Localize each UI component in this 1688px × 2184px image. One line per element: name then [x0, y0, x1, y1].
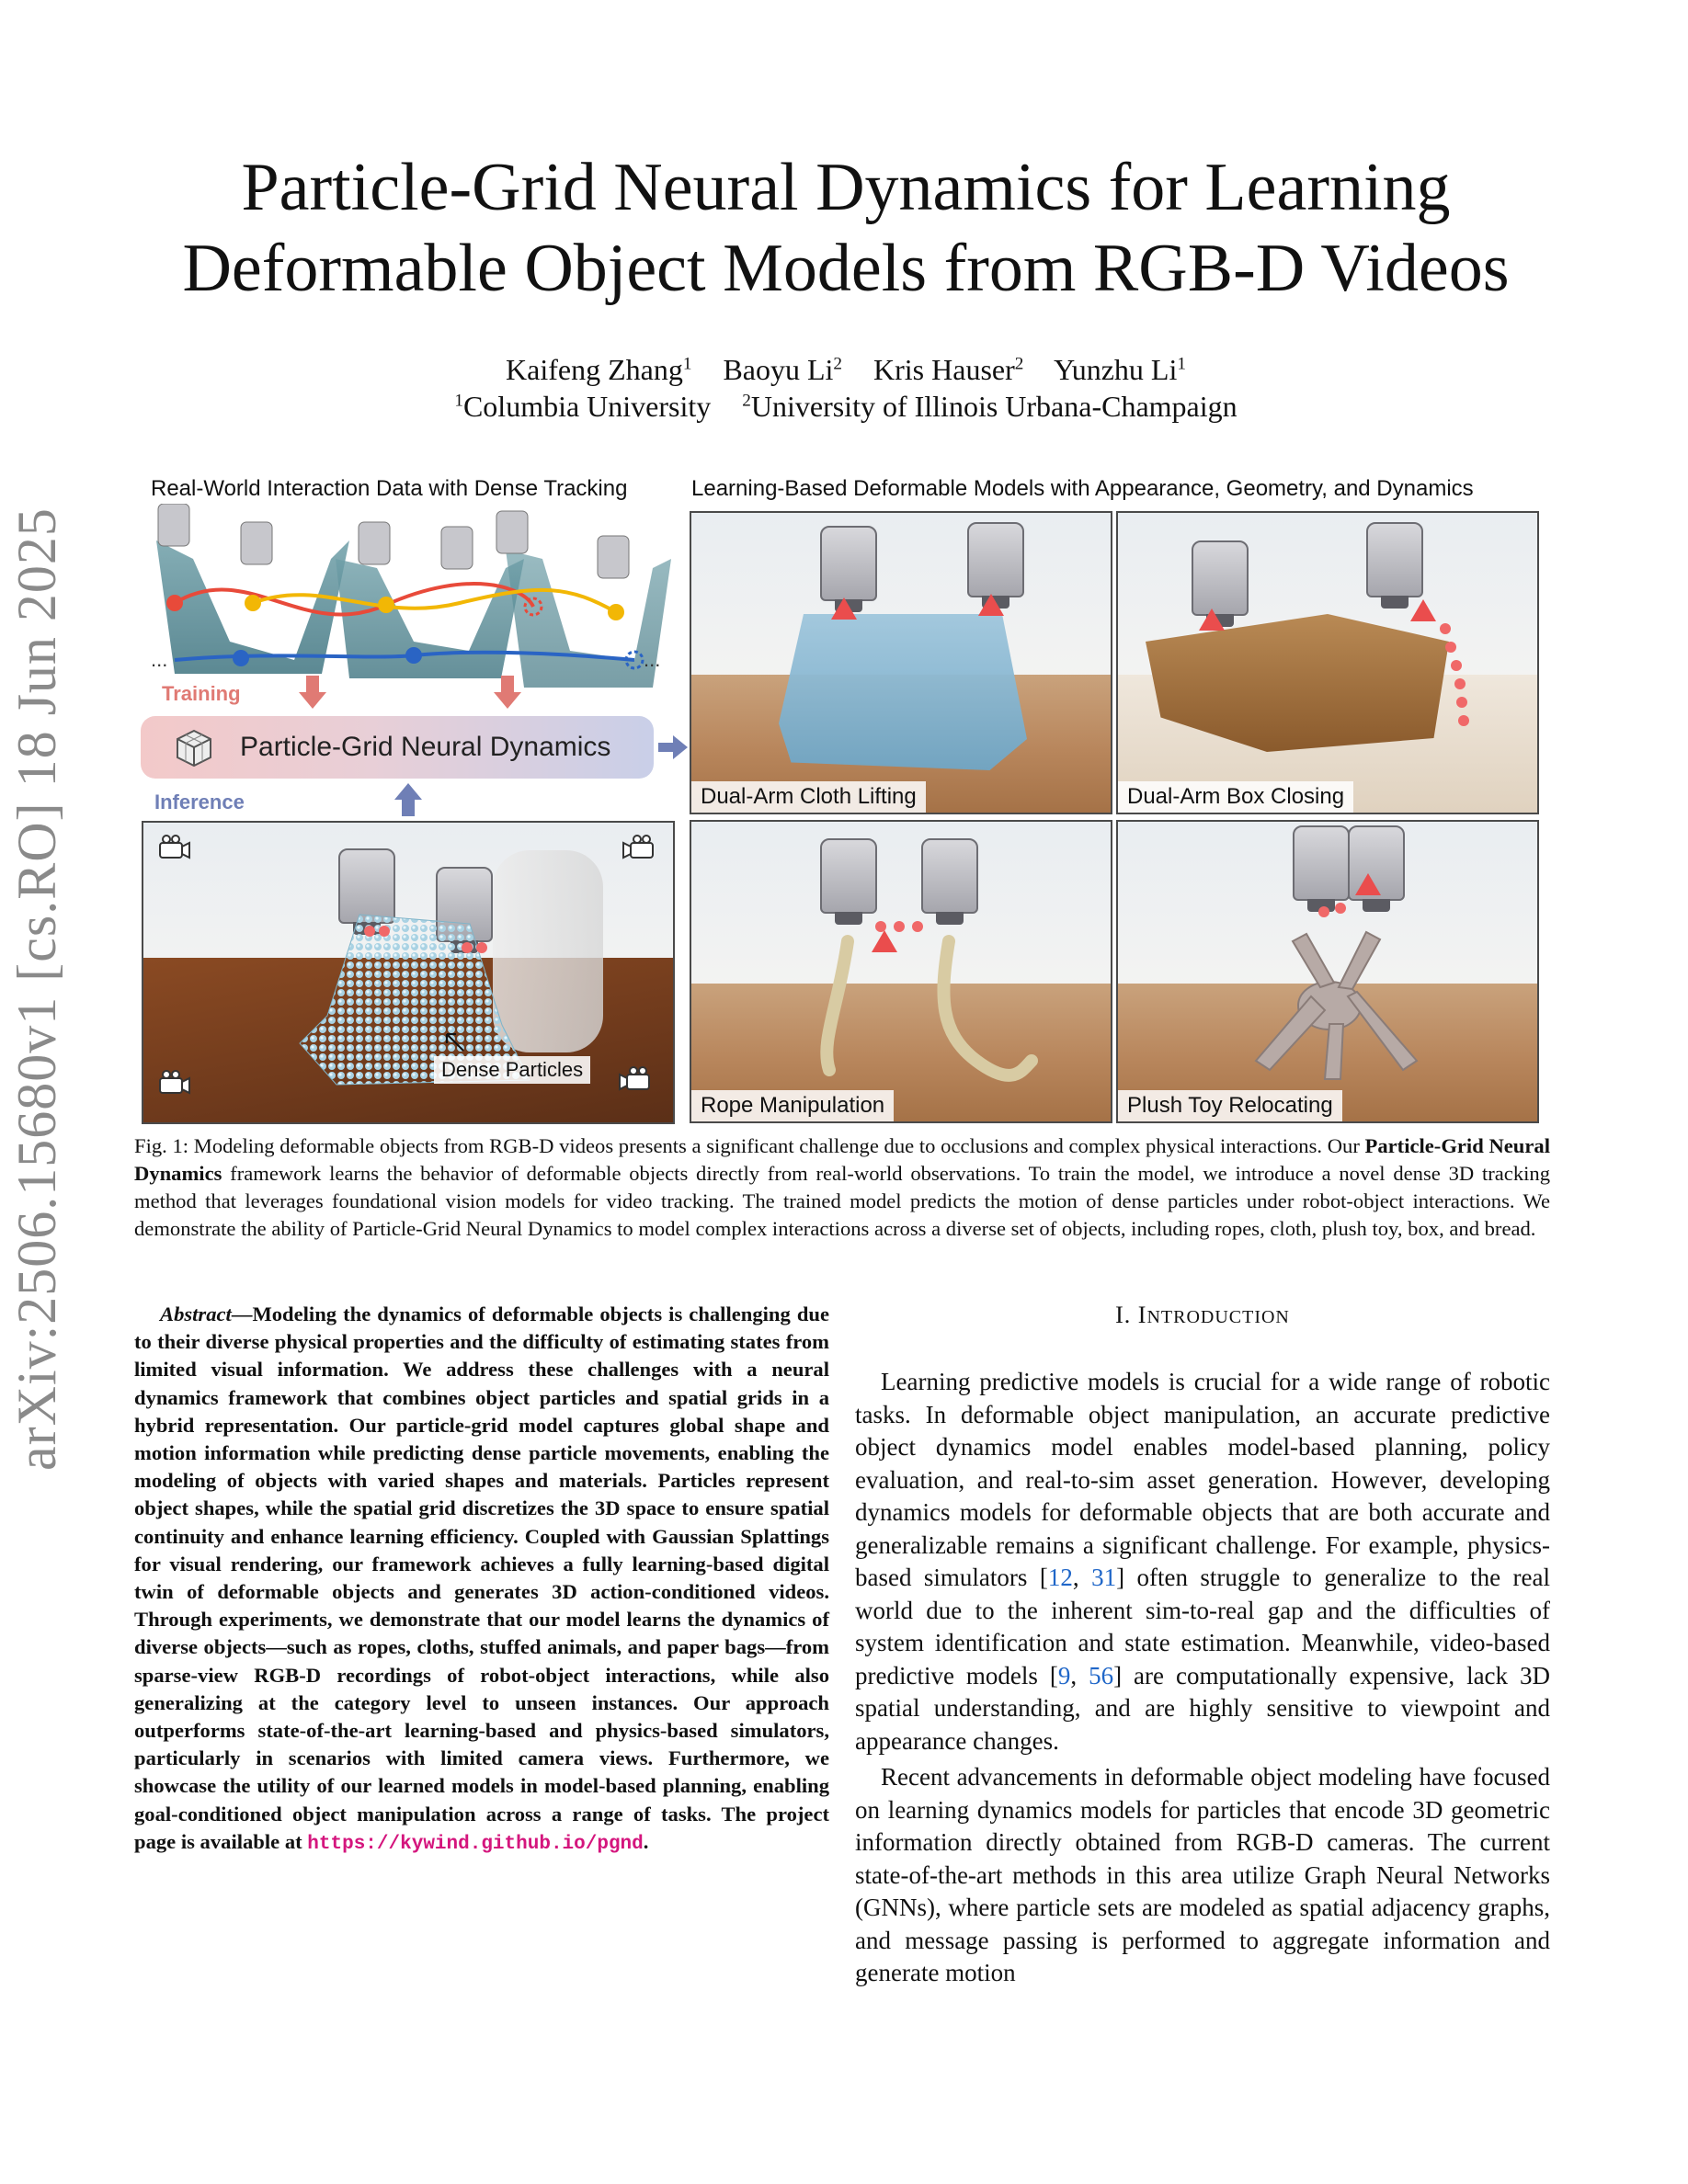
ellipsis-right: ...: [644, 648, 661, 671]
track-point: [608, 604, 624, 620]
track-point: [245, 595, 261, 611]
author-affil-mark: 1: [1177, 354, 1186, 374]
track-point: [233, 650, 249, 666]
panel-label: Dual-Arm Box Closing: [1118, 781, 1353, 813]
ellipsis-left: ...: [151, 648, 168, 671]
section-title: NTRODUCTION: [1146, 1307, 1290, 1327]
gripper-icon: [598, 536, 629, 578]
gripper-icon: [1192, 540, 1249, 616]
pointer-arrow-icon: [443, 1030, 465, 1052]
rope-shape: [802, 932, 1041, 1098]
figure-caption: [134, 1132, 1550, 1243]
affil-mark: 2: [742, 391, 751, 411]
caption-text: framework learns the behavior of deformable objects directly from real-world observations. To train the model, we introduce a novel dense 3D tracking method that leverages foundational vision models for video tracking. The trained model predicts the motion of dense particles under robot-object interactions. We demonstrate the ability of Particle-Grid Neural Dynamics to model complex interactions across a diverse set of objects, including ropes, cloth, plush toy, box, and bread.: [134, 1162, 1550, 1240]
text: ] are computationally expensive, lack 3D spatial understanding, and are highly sensitive to viewpoint and appearance changes.: [855, 1661, 1551, 1755]
cloth-frame-2: [336, 559, 524, 678]
abstract-label: Abstract: [160, 1302, 232, 1325]
track-point: [166, 595, 183, 611]
panel-plush-toy: [1116, 820, 1539, 1123]
section-numeral: I. I: [1115, 1302, 1147, 1328]
abstract: [134, 1301, 829, 1859]
down-arrow-icon: [299, 676, 326, 709]
caption-bold-term: Particle-Grid Neural Dynamics: [134, 1134, 1550, 1185]
gripper-icon: [359, 522, 390, 564]
track-point: [405, 647, 422, 664]
plush-toy-shape: [1219, 923, 1440, 1088]
author-name: Kris Hauser: [873, 353, 1015, 386]
paragraph: Recent advancements in deformable object modeling have focused on learning dynamics models for particles that encode 3D geometric information directly obtained from RGB-D cameras. The current state-of-the-art methods in this area utilize Graph Neural Networks (GNNs), where particle sets are modeled as spatial adjacency graphs, and message passing is performed to aggregate information and generate motion: [855, 1763, 1550, 1986]
figure-right-heading: Learning-Based Deformable Models with Appearance, Geometry, and Dynamics: [691, 476, 1474, 501]
author-affil-mark: 2: [1014, 354, 1024, 374]
author-name: Baoyu Li: [723, 353, 834, 386]
panel-label: Rope Manipulation: [691, 1090, 894, 1121]
dense-particles-label: Dense Particles: [434, 1056, 590, 1084]
citation-link[interactable]: 9: [1057, 1661, 1071, 1689]
camera-icon: [158, 1069, 191, 1097]
inference-label: Inference: [154, 791, 245, 813]
abstract-dash: —: [231, 1302, 253, 1325]
affiliation-list: [110, 388, 1581, 425]
author-name: Kaifeng Zhang: [506, 353, 683, 386]
text: Learning predictive models is crucial for a wide range of robotic tasks. In deformable object manipulation, an accurate predictive object dynamics model enables model-based planning, policy evaluation, and real-to-sim asset generation. However, developing dynamics models for deformable objects that are both accurate and generalizable remains a significant challenge. For example, physics-based simulators [: [855, 1368, 1550, 1591]
panel-cloth-lifting: [690, 511, 1112, 814]
affil-mark: 1: [454, 391, 463, 411]
gripper-icon: [820, 526, 877, 601]
inference-panel: [142, 821, 675, 1124]
affiliation: Columbia University: [462, 390, 712, 423]
abstract-text: Modeling the dynamics of deformable objects is challenging due to their diverse physical properties and the difficulty of estimating states from limited visual information. We address these challenges with a neural dynamics framework that combines object particles and spatial grids in a hybrid representation. Our particle-grid model captures global shape and motion information while predicting dense particle movements, enabling the modeling of objects with varied shapes and materials. Particles represent object shapes, while the spatial grid discretizes the 3D space to ensure spatial continuity and enhance learning efficiency. Coupled with Gaussian Splattings for visual rendering, our framework achieves a fully learning-based digital twin of deformable objects and generates 3D action-conditioned videos. Through experiments, we demonstrate that our model learns the dynamics of diverse objects—such as ropes, cloths, stuffed animals, and paper bags—from sparse-view RGB-D recordings of robot-object interactions, while also generalizing at the category level to unseen instances. Our approach outperforms state-of-the-art learning-based and physics-based simulators, particularly in scenarios with limited camera views. Furthermore, we showcase the utility of our learned models in model-based planning, enabling goal-conditioned object manipulation across a range of tasks. The project page is available at: [134, 1302, 829, 1853]
tracking-trajectories-diagram: [138, 504, 680, 697]
gripper-icon: [967, 522, 1024, 597]
author-affil-mark: 1: [682, 354, 692, 374]
text: ,: [1072, 1564, 1092, 1591]
caption-text: Fig. 1: Modeling deformable objects from RGB-D videos presents a significant challenge due to occlusions and complex physical interactions. Our: [134, 1134, 1365, 1157]
author-affil-mark: 2: [833, 354, 843, 374]
affiliation: University of Illinois Urbana-Champaign: [750, 390, 1237, 423]
gripper-icon: [1293, 825, 1350, 901]
introduction-body: [855, 1366, 1550, 1990]
section-heading-introduction: [855, 1300, 1550, 1333]
camera-icon: [622, 834, 655, 861]
arxiv-identifier: arXiv:2506.15680v1 [cs.RO] 18 Jun 2025: [6, 507, 67, 1471]
abstract-end: .: [643, 1829, 649, 1853]
panel-label: Plush Toy Relocating: [1118, 1090, 1342, 1121]
text: ,: [1070, 1661, 1089, 1689]
training-data-illustration: [138, 504, 680, 697]
cube-grid-icon: [174, 729, 214, 768]
gripper-icon: [496, 511, 528, 553]
right-arrow-icon: [658, 735, 688, 759]
author-name: Yunzhu Li: [1054, 353, 1178, 386]
citation-link[interactable]: 56: [1089, 1661, 1114, 1689]
gripper-icon: [241, 522, 272, 564]
title-line-1: Particle-Grid Neural Dynamics for Learning: [241, 150, 1451, 225]
paper-title: [110, 147, 1581, 309]
gripper-icon: [820, 838, 877, 914]
gripper-icon: [441, 527, 473, 569]
citation-link[interactable]: 12: [1047, 1564, 1073, 1591]
title-line-2: Deformable Object Models from RGB-D Videos: [182, 231, 1510, 306]
author-list: [110, 351, 1581, 388]
paragraph: [855, 1366, 1550, 1757]
camera-icon: [158, 834, 191, 861]
model-box: [141, 716, 654, 779]
project-page-link[interactable]: https://kywind.github.io/pgnd: [307, 1833, 644, 1855]
gripper-icon: [1366, 522, 1423, 597]
up-arrow-icon: [394, 783, 422, 816]
panel-rope-manipulation: [690, 820, 1112, 1123]
gripper-icon: [158, 504, 189, 546]
citation-link[interactable]: 31: [1091, 1564, 1117, 1591]
down-arrow-icon: [494, 676, 521, 709]
model-box-label: Particle-Grid Neural Dynamics: [240, 732, 611, 762]
text: ] often struggle to generalize to the real world due to the inherent sim-to-real gap and the difficulties of system identification and state estimation. Meanwhile, video-based predictive models [: [855, 1564, 1550, 1689]
camera-icon: [618, 1065, 651, 1093]
figure-left-heading: Real-World Interaction Data with Dense Tracking: [151, 476, 628, 501]
training-label: Training: [162, 682, 241, 705]
track-point: [378, 597, 394, 613]
blue-towel: [779, 614, 1027, 770]
panel-label: Dual-Arm Cloth Lifting: [691, 781, 926, 813]
panel-box-closing: [1116, 511, 1539, 814]
gripper-icon: [921, 838, 978, 914]
